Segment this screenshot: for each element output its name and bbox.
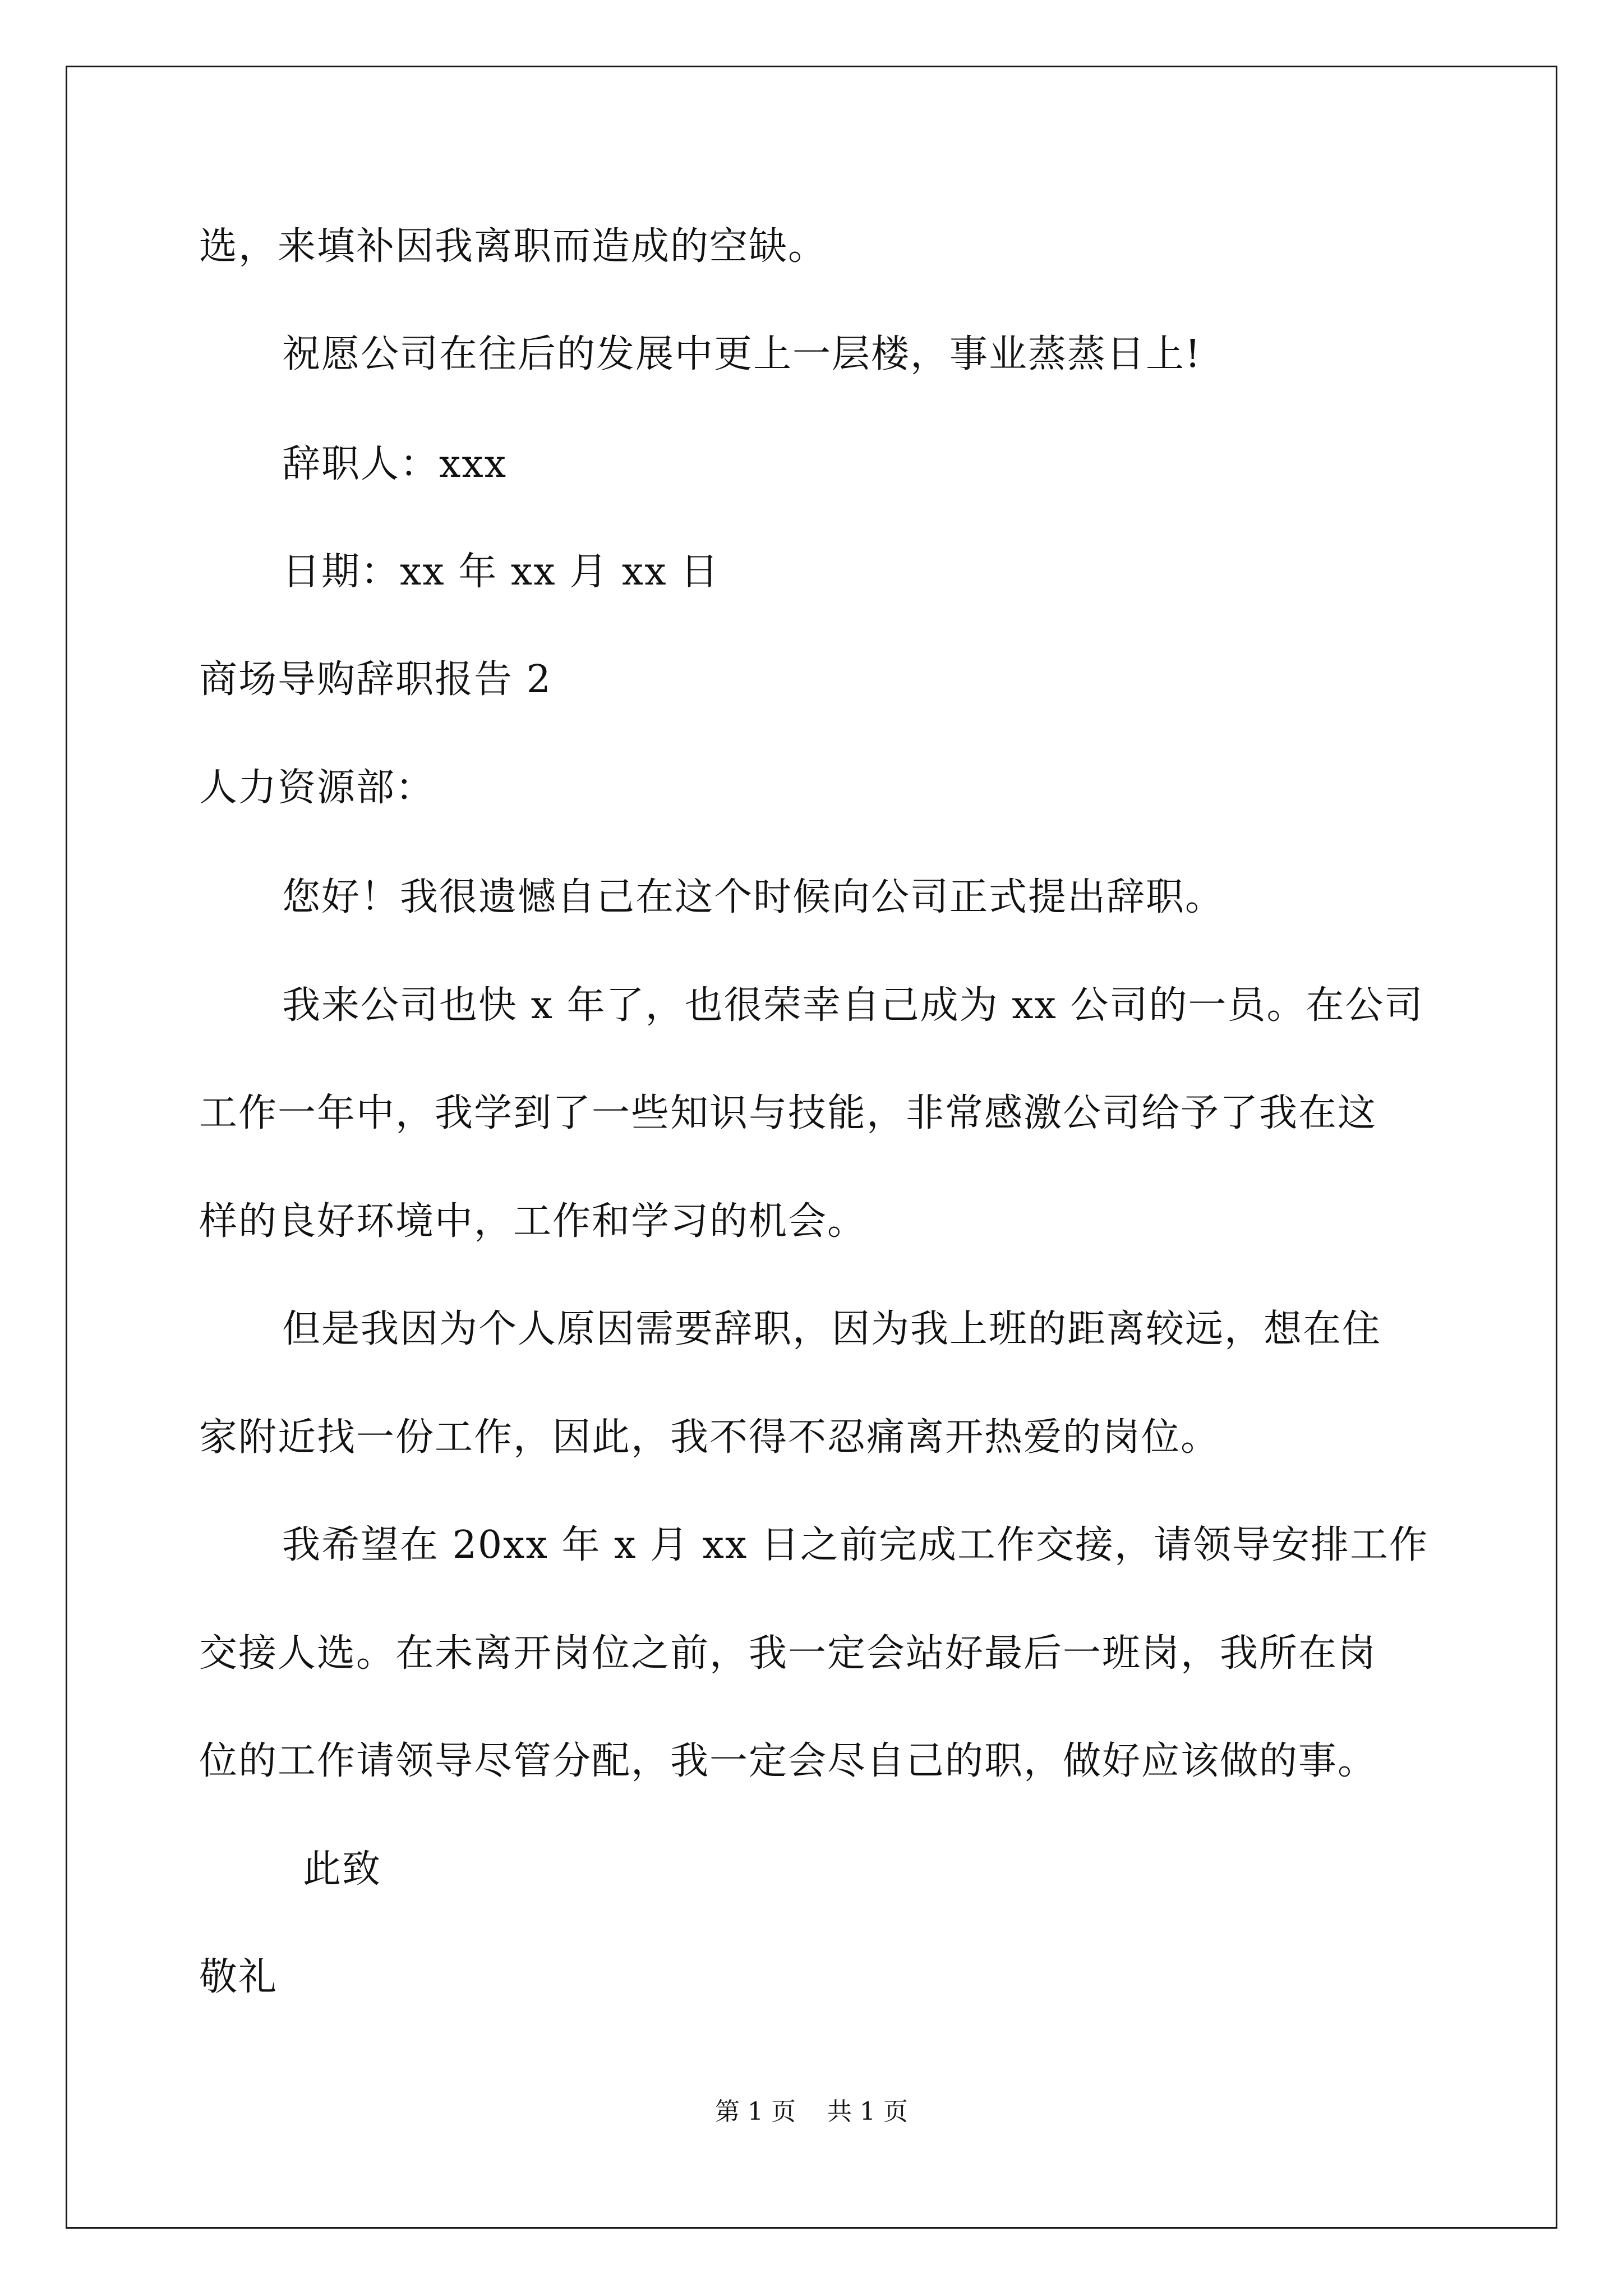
section-title: 商场导购辞职报告 2: [199, 657, 552, 702]
paragraph-line: 交接人选。在未离开岗位之前，我一定会站好最后一班岗，我所在岗: [199, 1631, 1377, 1676]
closing-regards: 敬礼: [199, 1955, 278, 1999]
paragraph-line: 但是我因为个人原因需要辞职，因为我上班的距离较远，想在住: [282, 1307, 1382, 1351]
page-footer: 第 1 页 共 1 页: [715, 2097, 908, 2126]
paragraph-line: 您好！我很遗憾自己在这个时候向公司正式提出辞职。: [282, 875, 1225, 919]
paragraph-line: 样的良好环境中，工作和学习的机会。: [199, 1199, 867, 1244]
paragraph-line: 选，来填补因我离职而造成的空缺。: [199, 224, 828, 269]
date-line: 日期：xx 年 xx 月 xx 日: [282, 550, 720, 594]
paragraph-line: 祝愿公司在往后的发展中更上一层楼，事业蒸蒸日上!: [282, 332, 1202, 376]
page-border: [66, 66, 1557, 2229]
paragraph-line: 我希望在 20xx 年 x 月 xx 日之前完成工作交接，请领导安排工作: [282, 1523, 1428, 1567]
paragraph-line: 我来公司也快 x 年了，也很荣幸自己成为 xx 公司的一员。在公司: [282, 983, 1424, 1028]
salutation: 人力资源部：: [199, 766, 435, 810]
paragraph-line: 工作一年中，我学到了一些知识与技能，非常感激公司给予了我在这: [199, 1091, 1377, 1135]
closing-line: 此致: [303, 1847, 382, 1892]
signature-line: 辞职人：xxx: [282, 442, 508, 486]
paragraph-line: 位的工作请领导尽管分配，我一定会尽自己的职，做好应该做的事。: [199, 1739, 1377, 1783]
paragraph-line: 家附近找一份工作，因此，我不得不忍痛离开热爱的岗位。: [199, 1415, 1220, 1460]
